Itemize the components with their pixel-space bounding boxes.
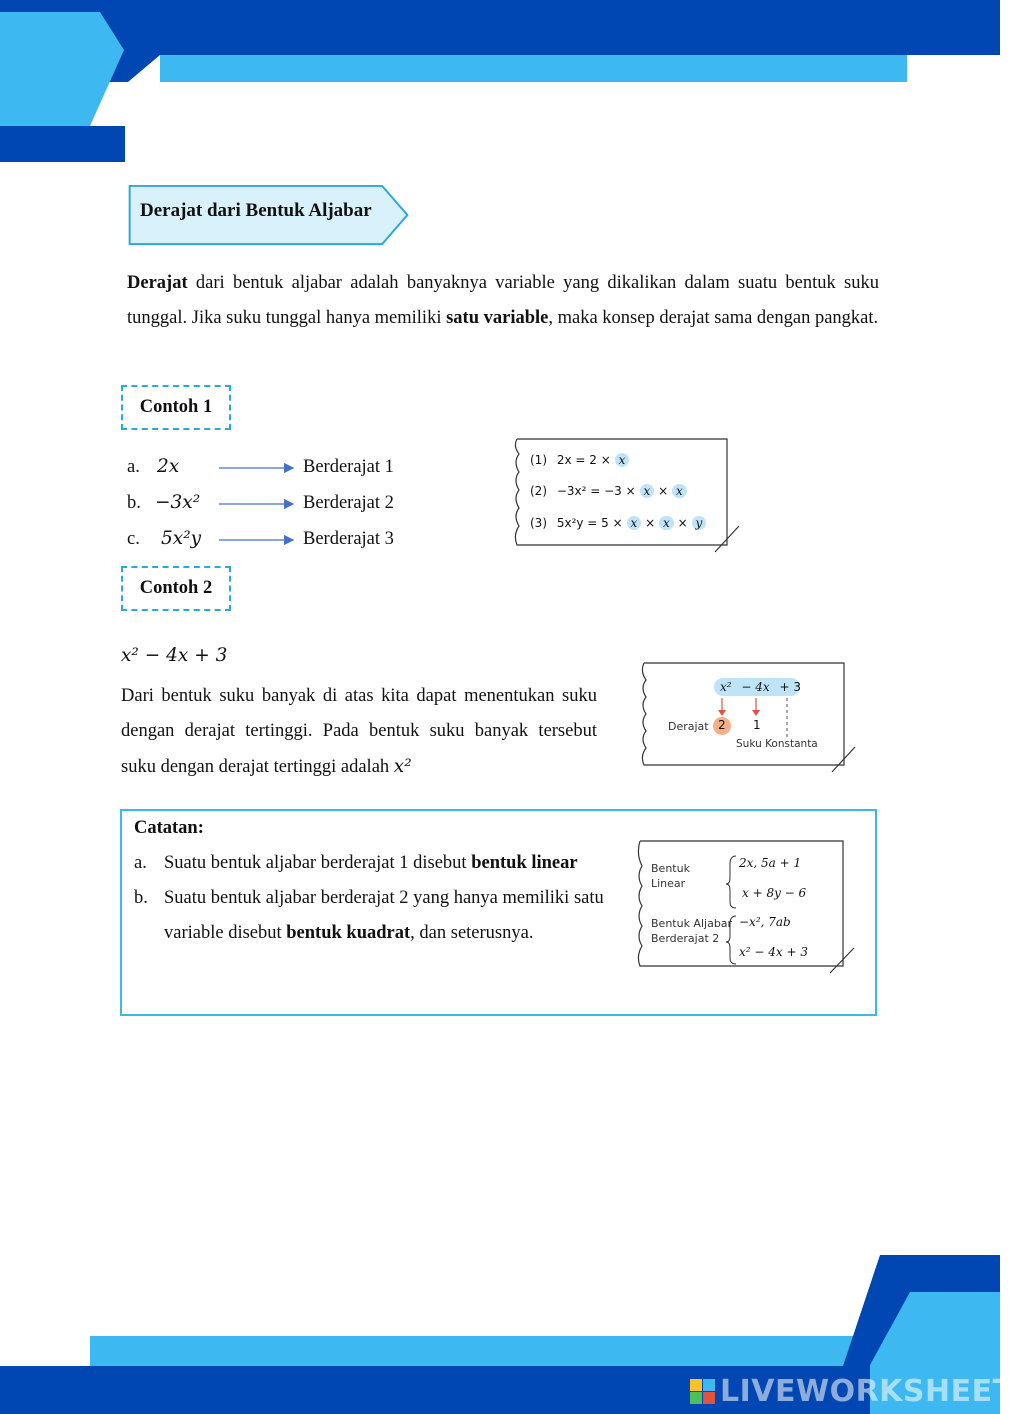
catatan-item-a-bold: bentuk linear — [471, 853, 578, 873]
contoh-1-row-b-expr: −3x² — [155, 492, 201, 513]
figure-2-row-label: Derajat — [668, 720, 709, 733]
figure-1-line-3 — [530, 516, 706, 530]
catatan-item-b-tail: , dan seterusnya. — [410, 923, 534, 943]
contoh-1-row-b-result: Berderajat 2 — [303, 493, 394, 513]
figure-3-label-quad-1: Bentuk Aljabar — [651, 917, 733, 930]
contoh-1-row-a-letter: a. — [127, 457, 140, 477]
figure-3-label-linear-2: Linear — [651, 877, 686, 890]
contoh-2-expression: x² − 4x + 3 — [121, 645, 228, 666]
figure-1-line-3-num: (3) — [530, 516, 547, 530]
figure-3-example-linear-2: x + 8y − 6 — [742, 886, 807, 900]
figure-2-term: + 3 — [779, 680, 802, 694]
figure-1-line-2 — [530, 484, 687, 498]
intro-bold: satu variable — [446, 308, 549, 328]
catatan-item-b — [164, 881, 604, 951]
catatan-item-b-bold: bentuk kuadrat — [286, 923, 411, 943]
figure-2-degree-2: 1 — [753, 718, 761, 732]
figure-1-line-1-lhs: 2x = 2 × — [556, 453, 611, 467]
figure-1-line-1-num: (1) — [530, 453, 547, 467]
contoh-2-answer: x² — [393, 756, 412, 777]
contoh-1-row-a-result: Berderajat 1 — [303, 457, 394, 477]
catatan-title: Catatan: — [134, 818, 204, 838]
figure-1-var: y — [692, 516, 707, 530]
contoh-2-figure — [642, 662, 857, 774]
contoh-1-label: Contoh 1 — [121, 385, 231, 430]
figure-2-term: − 4x — [741, 680, 770, 694]
contoh-2-text: Dari bentuk suku banyak di atas kita dapat menentukan suku dengan derajat tertinggi. Pada bentuk suku banyak tersebut suku dengan derajat tertinggi adalah — [121, 686, 597, 777]
contoh-2-paragraph — [121, 679, 597, 785]
liveworksheets-logo-icon — [690, 1379, 716, 1405]
catatan-item-b-letter: b. — [134, 888, 148, 908]
figure-frame — [642, 662, 857, 774]
contoh-1-row-a-expr: 2x — [157, 456, 180, 477]
contoh-2-label: Contoh 2 — [121, 566, 231, 611]
contoh-1-row-c-expr: 5x²y — [161, 528, 202, 549]
contoh-1-row-c-letter: c. — [127, 529, 140, 549]
figure-2-constant-label: Suku Konstanta — [736, 738, 818, 750]
catatan-item-a-letter: a. — [134, 853, 147, 873]
figure-2-degree-1: 2 — [718, 718, 726, 732]
figure-3-example-quad-1: −x², 7ab — [739, 915, 791, 929]
figure-3-example-quad-2: x² − 4x + 3 — [739, 945, 808, 959]
catatan-item-b-text: Suatu bentuk aljabar berderajat 2 yang hanya memiliki satu variable disebut — [164, 888, 604, 943]
watermark-text: LIVEWORKSHEETS — [720, 1374, 1036, 1409]
intro-paragraph — [127, 266, 879, 336]
figure-1-var: x — [659, 516, 674, 530]
intro-text-1: dari bentuk aljabar adalah banyaknya variable yang dikalikan dalam suatu bentuk suku tunggal. Jika suku tunggal hanya memiliki — [127, 273, 879, 328]
figure-1-times: × — [677, 516, 688, 530]
figure-1-line-1 — [530, 453, 629, 467]
watermark — [690, 1374, 1036, 1409]
section-title: Derajat dari Bentuk Aljabar — [140, 200, 372, 221]
catatan-item-a — [164, 846, 624, 881]
contoh-1-arrows — [215, 455, 300, 550]
catatan-figure — [638, 840, 856, 975]
figure-3-example-linear-1: 2x, 5a + 1 — [739, 856, 802, 870]
figure-1-var: x — [640, 484, 655, 498]
figure-1-var: x — [615, 453, 630, 467]
figure-3-label-linear-1: Bentuk — [651, 862, 690, 875]
figure-1-line-2-lhs: −3x² = −3 × — [556, 484, 636, 498]
contoh-1-row-b-letter: b. — [127, 493, 141, 513]
figure-2-term: x² — [720, 680, 732, 694]
intro-text-3: , maka konsep derajat sama dengan pangkat. — [548, 308, 879, 328]
catatan-item-a-text: Suatu bentuk aljabar berderajat 1 disebut — [164, 853, 472, 873]
figure-1-line-3-lhs: 5x²y = 5 × — [556, 516, 623, 530]
figure-1-times: × — [645, 516, 656, 530]
figure-3-label-quad-2: Berderajat 2 — [651, 932, 720, 945]
intro-term: Derajat — [127, 273, 188, 293]
contoh-1-figure — [515, 438, 740, 555]
figure-1-line-2-num: (2) — [530, 484, 547, 498]
header-decoration — [0, 0, 1000, 165]
figure-2-terms — [720, 680, 801, 694]
figure-1-times: × — [658, 484, 669, 498]
figure-1-var: x — [627, 516, 642, 530]
figure-1-var: x — [672, 484, 687, 498]
contoh-1-row-c-result: Berderajat 3 — [303, 529, 394, 549]
